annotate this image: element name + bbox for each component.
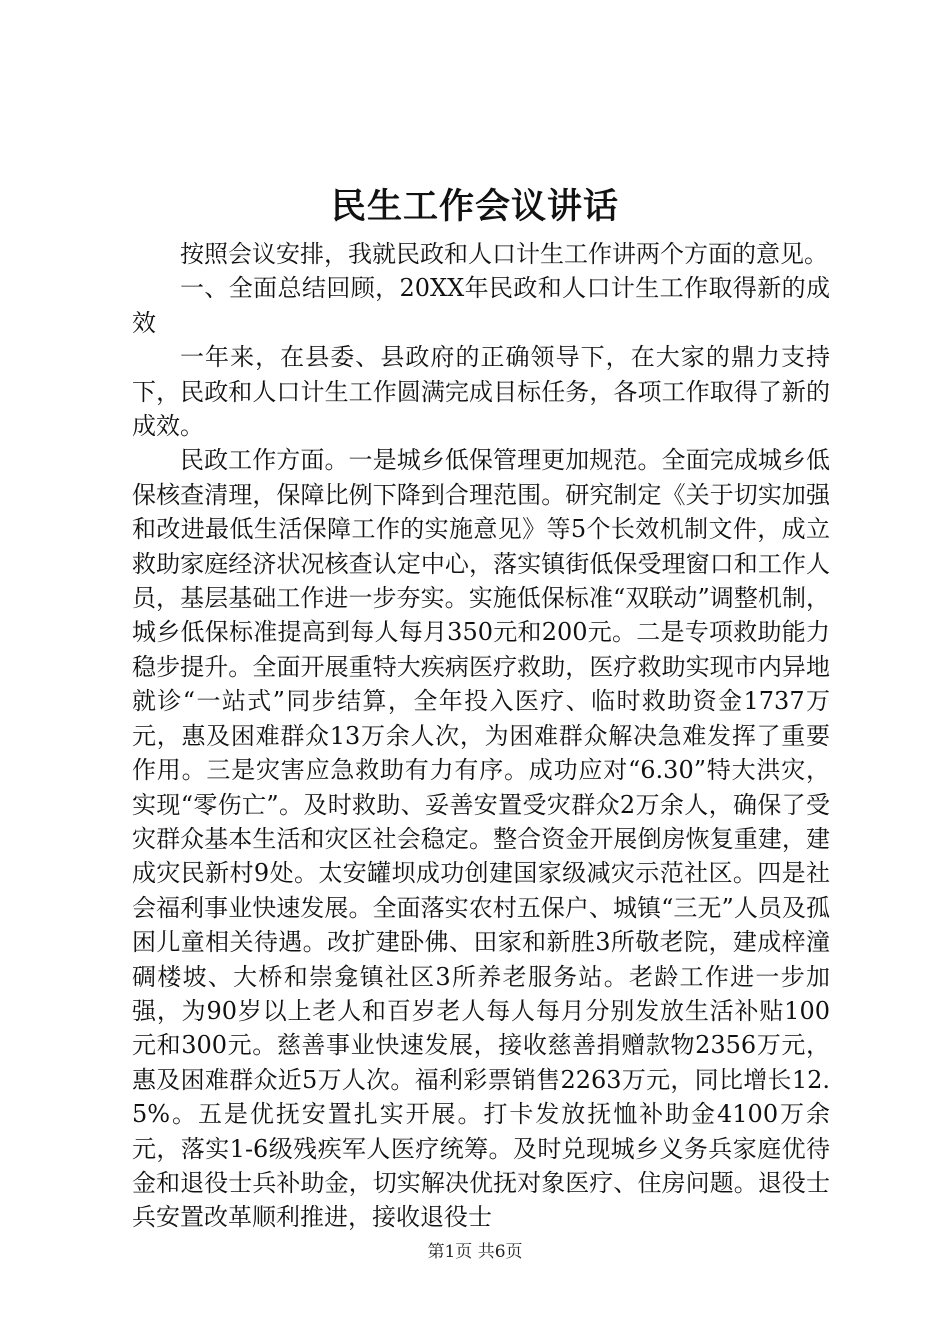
document-title: 民生工作会议讲话	[330, 186, 619, 227]
paragraph-intro: 按照会议安排，我就民政和人口计生工作讲两个方面的意见。	[180, 240, 828, 268]
paragraph-summary: 一年来，在县委、县政府的正确领导下，在大家的鼎力支持下，民政和人口计生工作圆满完成目标任务，各项工作取得了新的成效。	[132, 343, 830, 441]
document-body	[132, 237, 830, 1235]
paragraph-civil-affairs: 民政工作方面。一是城乡低保管理更加规范。全面完成城乡低保核查清理，保障比例下降到合理范围。研究制定《关于切实加强和改进最低生活保障工作的实施意见》等5个长效机制文件，成立救助家庭经济状况核查认定中心，落实镇街低保受理窗口和工作人员，基层基础工作进一步夯实。实施低保标准“双联动”调整机制，城乡低保标准提高到每人每月350元和200元。二是专项救助能力稳步提升。全面开展重特大疾病医疗救助，医疗救助实现市内异地就诊“一站式”同步结算，全年投入医疗、临时救助资金1737万元，惠及困难群众13万余人次，为困难群众解决急难发挥了重要作用。三是灾害应急救助有力有序。成功应对“6.30”特大洪灾，实现“零伤亡”。及时救助、妥善安置受灾群众2万余人，确保了受灾群众基本生活和灾区社会稳定。整合资金开展倒房恢复重建，建成灾民新村9处。太安罐坝成功创建国家级减灾示范社区。四是社会福利事业快速发展。全面落实农村五保户、城镇“三无”人员及孤困儿童相关待遇。改扩建卧佛、田家和新胜3所敬老院，建成梓潼碉楼坡、大桥和崇龛镇社区3所养老服务站。老龄工作进一步加强，为90岁以上老人和百岁老人每人每月分别发放生活补贴100元和300元。慈善事业快速发展，接收慈善捐赠款物2356万元，惠及困难群众近5万人次。福利彩票销售2263万元，同比增长12.5%。五是优抚安置扎实开展。打卡发放抚恤补助金4100万余元，落实1-6级残疾军人医疗统筹。及时兑现城乡义务兵家庭优待金和退役士兵补助金，切实解决优抚对象医疗、住房问题。退役士兵安置改革顺利推进，接收退役士	[132, 446, 830, 1232]
paragraph-section-heading: 一、全面总结回顾，20XX年民政和人口计生工作取得新的成效	[132, 274, 830, 337]
page-number-footer: 第1页 共6页	[427, 1242, 523, 1262]
